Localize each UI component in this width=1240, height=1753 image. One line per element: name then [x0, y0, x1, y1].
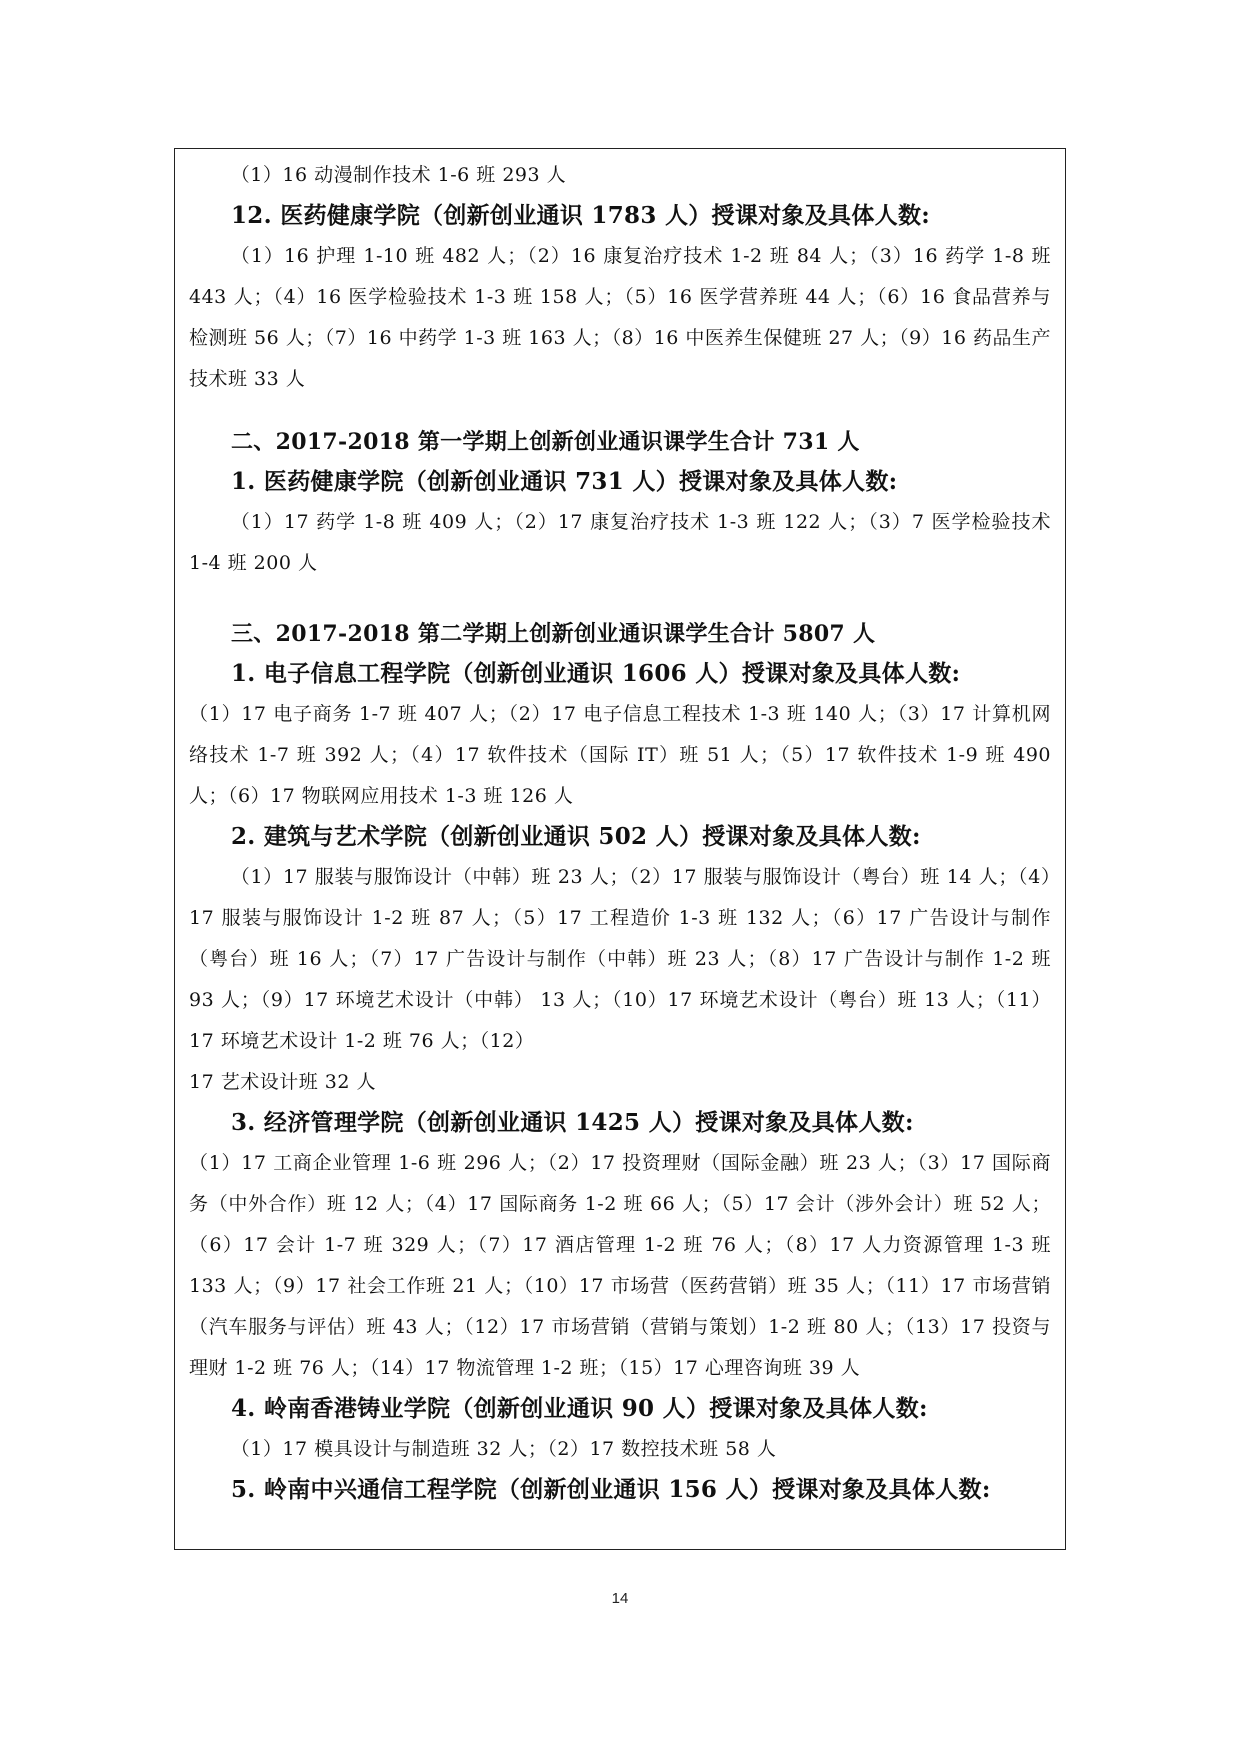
page-number: 14	[611, 1590, 629, 1607]
semester-heading: 二、2017-2018 第一学期上创新创业通识课学生合计 731 人	[231, 429, 860, 455]
section-spacer	[189, 400, 1051, 422]
class-list-paragraph: 17 艺术设计班 32 人	[189, 1071, 376, 1093]
class-list-paragraph: （1）16 护理 1-10 班 482 人；（2）16 康复治疗技术 1-2 班 84 人；（3）16 药学 1-8 班 443 人；（4）16 医学检验技术 1-3 班 158 人；（5）16 医学营养班 44 人；（6）16 食品营养与检测班 56 人；（7）16 中药学 1-3 班 163 人；（8）16 中医养生保健班 27 人；（9）16 药品生产技术班 33 人	[189, 245, 1051, 390]
college-heading: 2. 建筑与艺术学院（创新创业通识 502 人）授课对象及具体人数:	[231, 823, 921, 850]
college-heading: 4. 岭南香港铸业学院（创新创业通识 90 人）授课对象及具体人数:	[231, 1395, 928, 1422]
class-list-paragraph: （1）16 动漫制作技术 1-6 班 293 人	[230, 164, 567, 186]
college-heading: 5. 岭南中兴通信工程学院（创新创业通识 156 人）授课对象及具体人数:	[231, 1476, 991, 1503]
college-heading: 1. 电子信息工程学院（创新创业通识 1606 人）授课对象及具体人数:	[231, 660, 961, 687]
class-list-paragraph: （1）17 电子商务 1-7 班 407 人；（2）17 电子信息工程技术 1-3 班 140 人；（3）17 计算机网络技术 1-7 班 392 人；（4）17 软件技术（国际 IT）班 51 人；（5）17 软件技术 1-9 班 490 人；（6）17 物联网应用技术 1-3 班 126 人	[189, 703, 1051, 807]
college-heading: 3. 经济管理学院（创新创业通识 1425 人）授课对象及具体人数:	[231, 1109, 914, 1136]
semester-heading: 三、2017-2018 第二学期上创新创业通识课学生合计 5807 人	[231, 621, 876, 647]
class-list-paragraph: （1）17 工商企业管理 1-6 班 296 人；（2）17 投资理财（国际金融）班 23 人；（3）17 国际商务（中外合作）班 12 人；（4）17 国际商务 1-2 班 66 人；（5）17 会计（涉外会计）班 52 人；（6）17 会计 1-7 班 329 人；（7）17 酒店管理 1-2 班 76 人；（8）17 人力资源管理 1-3 班 133 人；（9）17 社会工作班 21 人；（10）17 市场营（医药营销）班 35 人；（11）17 市场营销（汽车服务与评估）班 43 人；（12）17 市场营销（营销与策划）1-2 班 80 人；（13）17 投资与理财 1-2 班 76 人；（14）17 物流管理 1-2 班；（15）17 心理咨询班 39 人	[189, 1152, 1051, 1379]
college-heading: 12. 医药健康学院（创新创业通识 1783 人）授课对象及具体人数:	[231, 202, 931, 229]
section-spacer	[189, 584, 1051, 614]
class-list-paragraph: （1）17 药学 1-8 班 409 人；（2）17 康复治疗技术 1-3 班 122 人；（3）7 医学检验技术 1-4 班 200 人	[189, 511, 1051, 574]
college-heading: 1. 医药健康学院（创新创业通识 731 人）授课对象及具体人数:	[231, 468, 898, 495]
class-list-paragraph: （1）17 服装与服饰设计（中韩）班 23 人；（2）17 服装与服饰设计（粤台）班 14 人；（4）17 服装与服饰设计 1-2 班 87 人；（5）17 工程造价 1-3 班 132 人；（6）17 广告设计与制作（粤台）班 16 人；（7）17 广告设计与制作（中韩）班 23 人；（8）17 广告设计与制作 1-2 班 93 人；（9）17 环境艺术设计（中韩） 13 人；（10）17 环境艺术设计（粤台）班 13 人；（11）17 环境艺术设计 1-2 班 76 人；（12）	[189, 866, 1051, 1052]
class-list-paragraph: （1）17 模具设计与制造班 32 人；（2）17 数控技术班 58 人	[230, 1438, 777, 1460]
content-frame	[174, 148, 1066, 1550]
